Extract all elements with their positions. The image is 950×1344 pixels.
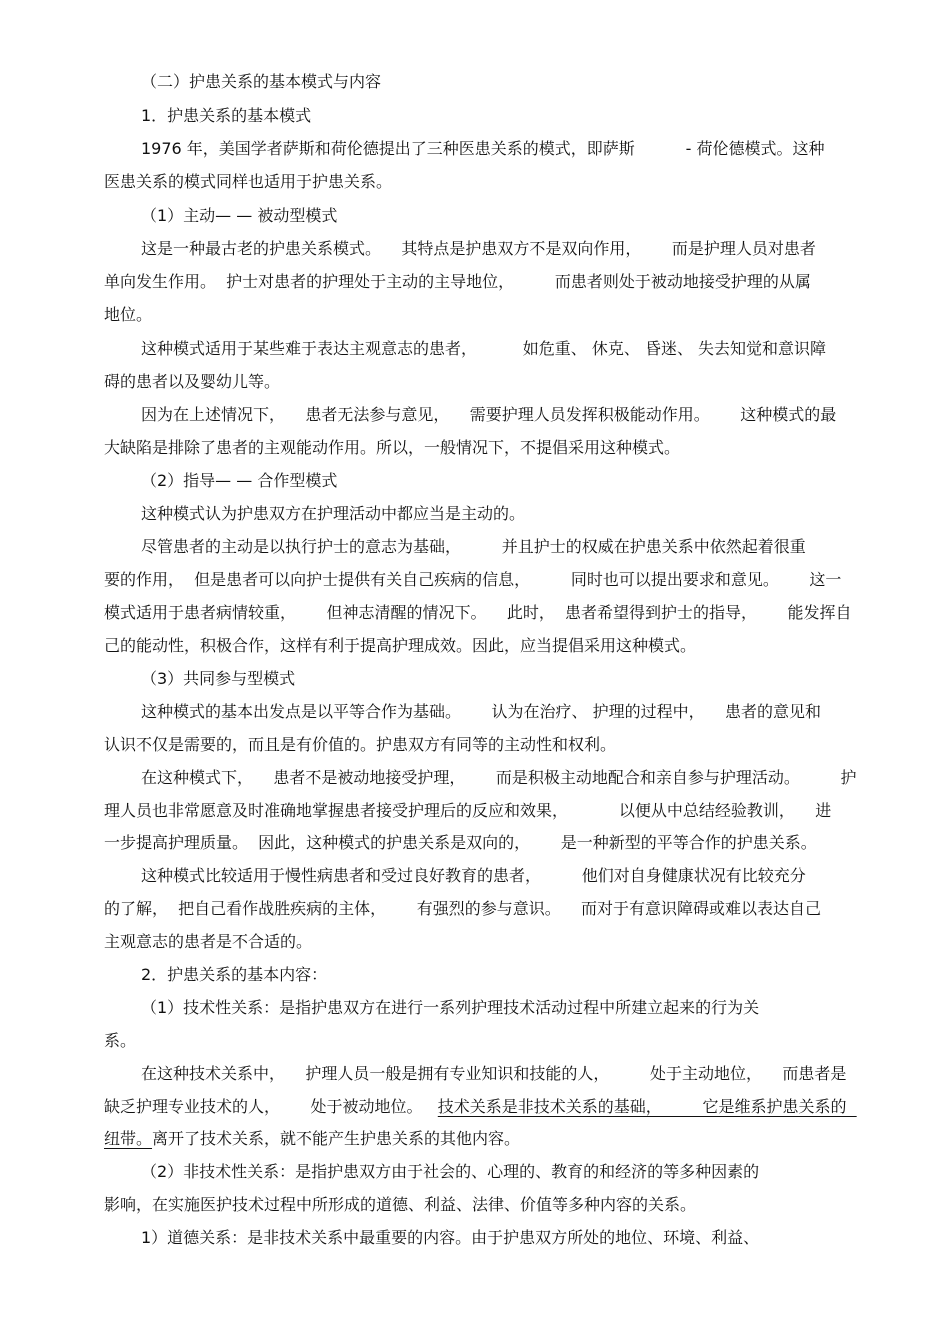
subsection-heading: 2．护患关系的基本内容： [141, 965, 328, 984]
paragraph-line: 理人员也非常愿意及时准确地掌握患者接受护理后的反应和效果， 以便从中总结经验教训， 进 [104, 801, 832, 820]
paragraph-line: 尽管患者的主动是以执行护士的意志为基础， 并且护士的权威在护患关系中依然起着很重 [141, 537, 806, 556]
paragraph-line: 在这种技术关系中， 护理人员一般是拥有专业知识和技能的人， 处于主动地位， 而患者是 [141, 1064, 847, 1083]
underlined-text: 纽带。 [104, 1129, 153, 1148]
paragraph-line [104, 1129, 520, 1149]
paragraph-line: 1976 年，美国学者萨斯和荷伦德提出了三种医患关系的模式，即萨斯 - 荷伦德模式。这种 [141, 139, 825, 158]
section-heading: （二）护患关系的基本模式与内容 [141, 72, 382, 91]
paragraph-line: 影响，在实施医护技术过程中所形成的道德、利益、法律、价值等多种内容的关系。 [104, 1195, 697, 1214]
model-heading: （2）指导— — 合作型模式 [141, 471, 338, 490]
paragraph-line: 系。 [104, 1031, 137, 1050]
paragraph-line: 要的作用， 但是患者可以向护士提供有关自己疾病的信息， 同时也可以提出要求和意见。 这一 [104, 570, 842, 589]
paragraph-text: 离开了技术关系，就不能产生护患关系的其他内容。 [152, 1129, 521, 1148]
paragraph-line: 这种模式比较适用于慢性病患者和受过良好教育的患者， 他们对自身健康状况有比较充分 [141, 866, 806, 885]
paragraph-line: 因为在上述情况下， 患者无法参与意见， 需要护理人员发挥积极能动作用。 这种模式的最 [141, 405, 837, 424]
paragraph-line: 地位。 [104, 305, 153, 324]
paragraph-line: 单向发生作用。 护士对患者的护理处于主动的主导地位， 而患者则处于被动地接受护理的从属 [104, 272, 811, 291]
paragraph-line: 主观意志的患者是不合适的。 [104, 932, 313, 951]
paragraph-line: 碍的患者以及婴幼儿等。 [104, 372, 281, 391]
underlined-text: 技术关系是非技术关系的基础， 它是维系护患关系的 [437, 1097, 857, 1116]
paragraph-line: 模式适用于患者病情较重， 但神志清醒的情况下。 此时， 患者希望得到护士的指导， 能发挥自 [104, 603, 852, 622]
paragraph-line: 这种模式认为护患双方在护理活动中都应当是主动的。 [141, 504, 526, 523]
model-heading: （1）主动— — 被动型模式 [141, 206, 338, 225]
paragraph-line: 这是一种最古老的护患关系模式。 其特点是护患双方不是双向作用， 而是护理人员对患者 [141, 239, 816, 258]
paragraph-line: 这种模式的基本出发点是以平等合作为基础。 认为在治疗、 护理的过程中， 患者的意见和 [141, 702, 821, 721]
paragraph-line: 认识不仅是需要的，而且是有价值的。护患双方有同等的主动性和权利。 [104, 735, 617, 754]
paragraph-line [104, 1097, 857, 1117]
paragraph-line: （2）非技术性关系：是指护患双方由于社会的、心理的、教育的和经济的等多种因素的 [141, 1162, 760, 1181]
paragraph-text: 缺乏护理专业技术的人， 处于被动地位。 [104, 1097, 438, 1116]
paragraph-line: 大缺陷是排除了患者的主观能动作用。所以，一般情况下，不提倡采用这种模式。 [104, 438, 681, 457]
paragraph-line: 一步提高护理质量。 因此，这种模式的护患关系是双向的， 是一种新型的平等合作的护患关系。 [104, 833, 817, 852]
model-heading: （3）共同参与型模式 [141, 669, 296, 688]
paragraph-line: 在这种模式下， 患者不是被动地接受护理， 而是积极主动地配合和亲自参与护理活动。 护 [141, 768, 857, 787]
paragraph-line: 医患关系的模式同样也适用于护患关系。 [104, 172, 393, 191]
paragraph-line: 这种模式适用于某些难于表达主观意志的患者， 如危重、 休克、 昏迷、 失去知觉和意识障 [141, 339, 827, 358]
subsection-heading: 1．护患关系的基本模式 [141, 106, 312, 125]
paragraph-line: 的了解， 把自己看作战胜疾病的主体， 有强烈的参与意识。 而对于有意识障碍或难以表达自己 [104, 899, 822, 918]
paragraph-line: 1）道德关系：是非技术关系中最重要的内容。由于护患双方所处的地位、环境、利益、 [141, 1228, 760, 1247]
paragraph-line: （1）技术性关系：是指护患双方在进行一系列护理技术活动过程中所建立起来的行为关 [141, 998, 760, 1017]
paragraph-line: 己的能动性，积极合作，这样有利于提高护理成效。因此，应当提倡采用这种模式。 [104, 636, 697, 655]
